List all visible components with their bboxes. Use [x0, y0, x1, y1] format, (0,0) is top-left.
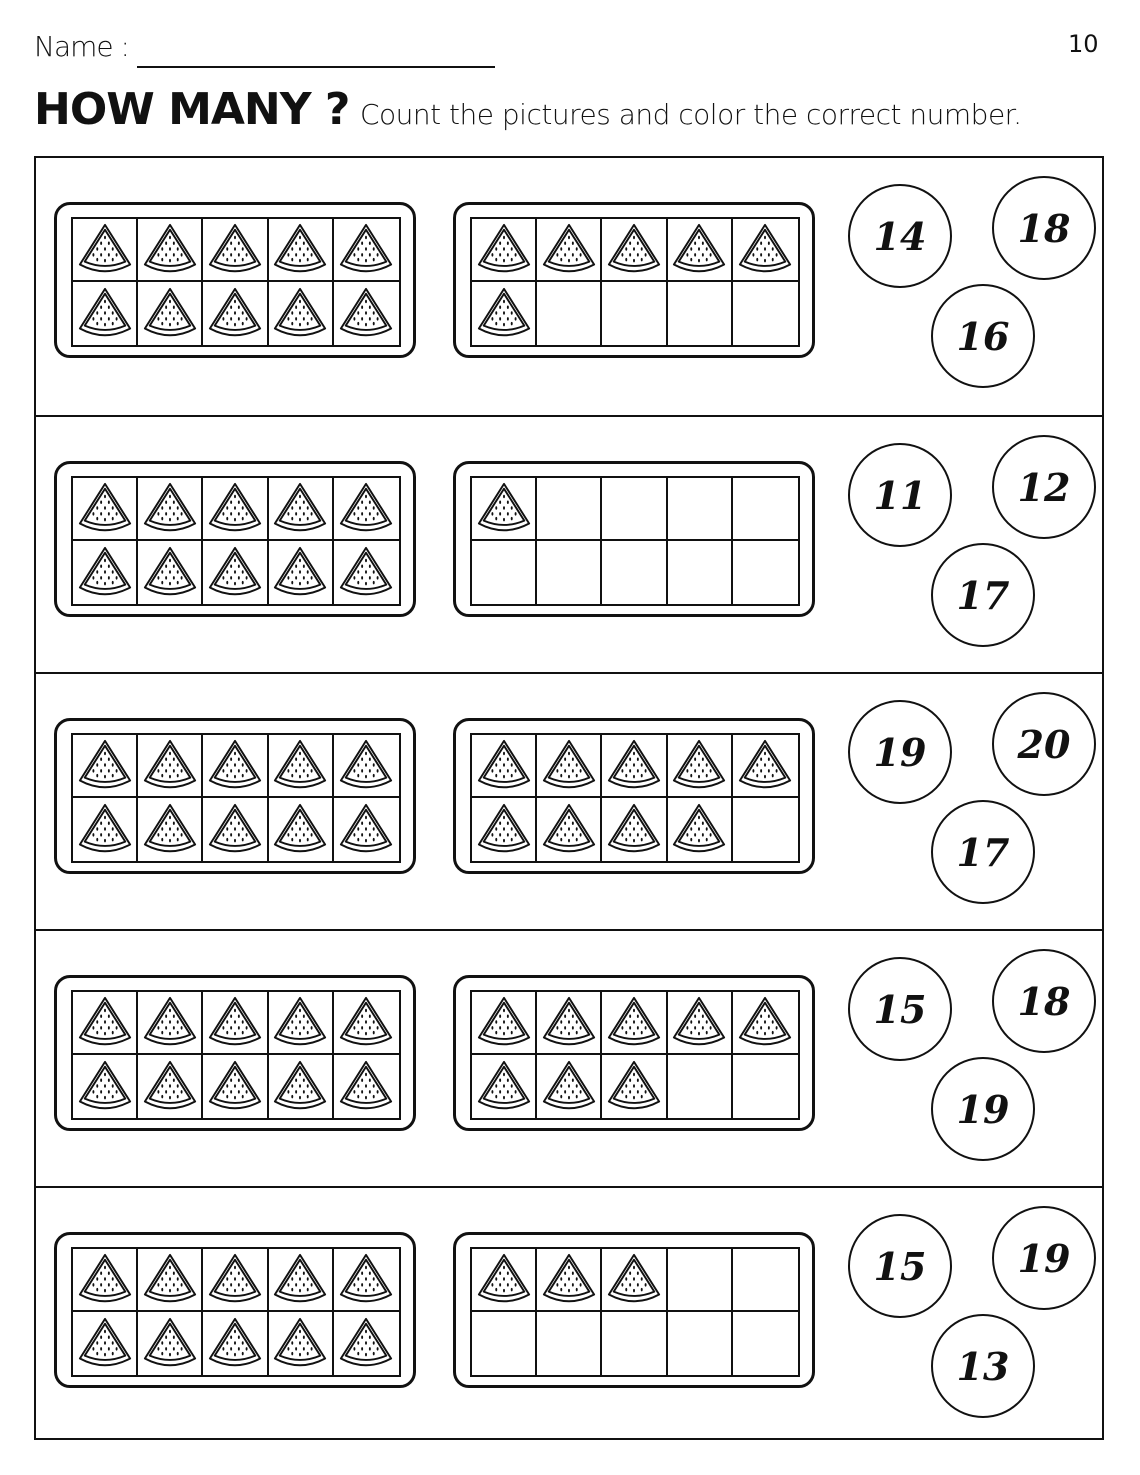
- watermelon-slice-icon: [271, 545, 329, 601]
- ten-frame-cell-filled: [334, 735, 399, 798]
- answer-choice-circle[interactable]: 16: [931, 284, 1035, 388]
- page-number: 10: [1068, 30, 1099, 58]
- watermelon-slice-icon: [337, 545, 395, 601]
- ten-frame-cell-filled: [733, 992, 798, 1055]
- watermelon-slice-icon: [271, 1059, 329, 1115]
- watermelon-slice-icon: [475, 802, 533, 858]
- watermelon-slice-icon: [475, 1252, 533, 1308]
- watermelon-slice-icon: [76, 995, 134, 1051]
- ten-frame-cell-empty: [602, 478, 667, 541]
- ten-frame-cell-filled: [733, 219, 798, 282]
- answer-choice-circle[interactable]: 18: [992, 949, 1096, 1053]
- ten-frame-cell-filled: [668, 219, 733, 282]
- ten-frame-cell-filled: [269, 541, 334, 604]
- answer-choice-circle[interactable]: 19: [848, 700, 952, 804]
- answer-choice-circle[interactable]: 13: [931, 1314, 1035, 1418]
- ten-frame-cell-filled: [138, 735, 203, 798]
- ten-frame-cell-filled: [138, 478, 203, 541]
- watermelon-slice-icon: [337, 802, 395, 858]
- ten-frame-cell-filled: [203, 219, 268, 282]
- watermelon-slice-icon: [475, 738, 533, 794]
- watermelon-slice-icon: [736, 222, 794, 278]
- answer-choice-circle[interactable]: 20: [992, 692, 1096, 796]
- ten-frame-cell-filled: [138, 1312, 203, 1375]
- ten-frame-cell-filled: [602, 992, 667, 1055]
- watermelon-slice-icon: [271, 995, 329, 1051]
- worksheet-title: HOW MANY ?: [34, 84, 350, 135]
- ten-frame-cell-filled: [472, 735, 537, 798]
- watermelon-slice-icon: [141, 222, 199, 278]
- ten-frame-cell-filled: [203, 992, 268, 1055]
- watermelon-slice-icon: [76, 1252, 134, 1308]
- question-row: [36, 415, 1102, 672]
- answer-choice-circle[interactable]: 14: [848, 184, 952, 288]
- ten-frame-cell-filled: [733, 735, 798, 798]
- ten-frame-cell-filled: [472, 219, 537, 282]
- ten-frame-cell-empty: [668, 1055, 733, 1118]
- ten-frame-cell-filled: [203, 1312, 268, 1375]
- question-row: [36, 1186, 1102, 1443]
- watermelon-slice-icon: [271, 738, 329, 794]
- ten-frame-cell-empty: [733, 1312, 798, 1375]
- ten-frame-cell-empty: [668, 1312, 733, 1375]
- watermelon-slice-icon: [141, 1252, 199, 1308]
- watermelon-slice-icon: [271, 802, 329, 858]
- ten-frame-cell-filled: [472, 478, 537, 541]
- ten-frame-cell-filled: [668, 735, 733, 798]
- watermelon-slice-icon: [206, 1059, 264, 1115]
- ten-frame-cell-empty: [733, 541, 798, 604]
- question-row: [36, 672, 1102, 929]
- watermelon-slice-icon: [271, 222, 329, 278]
- ten-frame-cell-filled: [73, 1312, 138, 1375]
- ten-frame-cell-filled: [73, 798, 138, 861]
- watermelon-slice-icon: [141, 286, 199, 342]
- answer-choice-circle[interactable]: 17: [931, 543, 1035, 647]
- watermelon-slice-icon: [605, 995, 663, 1051]
- name-answer-line[interactable]: [137, 66, 495, 68]
- ten-frame-cell-empty: [537, 282, 602, 345]
- watermelon-slice-icon: [76, 222, 134, 278]
- watermelon-slice-icon: [76, 802, 134, 858]
- watermelon-slice-icon: [475, 222, 533, 278]
- ten-frame-cell-filled: [138, 1249, 203, 1312]
- ten-frame-partial: [453, 202, 815, 358]
- ten-frame-cell-filled: [537, 219, 602, 282]
- ten-frame-cell-empty: [733, 1055, 798, 1118]
- ten-frame-cell-empty: [733, 282, 798, 345]
- ten-frame-cell-filled: [203, 282, 268, 345]
- ten-frame-cell-empty: [668, 282, 733, 345]
- ten-frame-cell-filled: [73, 541, 138, 604]
- watermelon-slice-icon: [206, 1316, 264, 1372]
- ten-frame-cell-filled: [602, 735, 667, 798]
- ten-frame-cell-filled: [269, 735, 334, 798]
- ten-frame-cell-filled: [73, 478, 138, 541]
- watermelon-slice-icon: [540, 1252, 598, 1308]
- answer-choice-circle[interactable]: 19: [931, 1057, 1035, 1161]
- ten-frame-cell-filled: [203, 735, 268, 798]
- watermelon-slice-icon: [271, 1316, 329, 1372]
- ten-frame-full: [54, 202, 416, 358]
- ten-frame-cell-filled: [73, 1249, 138, 1312]
- ten-frame-cell-filled: [203, 541, 268, 604]
- watermelon-slice-icon: [141, 1316, 199, 1372]
- worksheet-grid: [34, 156, 1104, 1440]
- ten-frame-cell-empty: [733, 798, 798, 861]
- watermelon-slice-icon: [605, 1059, 663, 1115]
- ten-frame-cell-filled: [668, 992, 733, 1055]
- ten-frame-cell-filled: [138, 219, 203, 282]
- ten-frame-cell-filled: [537, 798, 602, 861]
- ten-frame-cell-empty: [668, 1249, 733, 1312]
- ten-frame-cell-filled: [203, 478, 268, 541]
- ten-frame-cell-filled: [334, 798, 399, 861]
- answer-choice-circle[interactable]: 19: [992, 1206, 1096, 1310]
- ten-frame-cell-filled: [537, 1055, 602, 1118]
- ten-frame-cell-filled: [269, 1312, 334, 1375]
- ten-frame-cell-filled: [334, 478, 399, 541]
- ten-frame-cell-filled: [472, 282, 537, 345]
- ten-frame-cell-filled: [602, 219, 667, 282]
- ten-frame-cell-filled: [334, 282, 399, 345]
- watermelon-slice-icon: [670, 802, 728, 858]
- ten-frame-cell-filled: [138, 992, 203, 1055]
- ten-frame-partial: [453, 461, 815, 617]
- ten-frame-cell-filled: [138, 282, 203, 345]
- watermelon-slice-icon: [540, 802, 598, 858]
- watermelon-slice-icon: [605, 222, 663, 278]
- ten-frame-cell-filled: [203, 1249, 268, 1312]
- ten-frame-cell-filled: [138, 541, 203, 604]
- watermelon-slice-icon: [206, 286, 264, 342]
- watermelon-slice-icon: [605, 802, 663, 858]
- ten-frame-cell-filled: [138, 1055, 203, 1118]
- watermelon-slice-icon: [736, 995, 794, 1051]
- ten-frame-cell-filled: [269, 798, 334, 861]
- watermelon-slice-icon: [605, 1252, 663, 1308]
- watermelon-slice-icon: [141, 995, 199, 1051]
- watermelon-slice-icon: [337, 738, 395, 794]
- ten-frame-partial: [453, 718, 815, 874]
- ten-frame-cell-filled: [537, 1249, 602, 1312]
- watermelon-slice-icon: [337, 222, 395, 278]
- watermelon-slice-icon: [141, 481, 199, 537]
- ten-frame-partial: [453, 975, 815, 1131]
- watermelon-slice-icon: [141, 545, 199, 601]
- ten-frame-full: [54, 1232, 416, 1388]
- ten-frame-cell-filled: [269, 282, 334, 345]
- watermelon-slice-icon: [76, 1059, 134, 1115]
- watermelon-slice-icon: [76, 545, 134, 601]
- answer-choice-circle[interactable]: 17: [931, 800, 1035, 904]
- watermelon-slice-icon: [337, 1252, 395, 1308]
- watermelon-slice-icon: [337, 1316, 395, 1372]
- watermelon-slice-icon: [141, 802, 199, 858]
- ten-frame-cell-filled: [269, 992, 334, 1055]
- answer-choice-circle[interactable]: 18: [992, 176, 1096, 280]
- watermelon-slice-icon: [475, 1059, 533, 1115]
- ten-frame-cell-filled: [269, 478, 334, 541]
- watermelon-slice-icon: [76, 481, 134, 537]
- watermelon-slice-icon: [337, 995, 395, 1051]
- ten-frame-cell-filled: [602, 1249, 667, 1312]
- watermelon-slice-icon: [337, 286, 395, 342]
- ten-frame-cell-empty: [602, 1312, 667, 1375]
- answer-choice-circle[interactable]: 11: [848, 443, 952, 547]
- watermelon-slice-icon: [271, 286, 329, 342]
- ten-frame-cell-filled: [138, 798, 203, 861]
- question-row: [36, 929, 1102, 1186]
- ten-frame-cell-filled: [334, 1249, 399, 1312]
- ten-frame-full: [54, 975, 416, 1131]
- watermelon-slice-icon: [540, 738, 598, 794]
- watermelon-slice-icon: [271, 1252, 329, 1308]
- ten-frame-cell-filled: [73, 1055, 138, 1118]
- watermelon-slice-icon: [670, 995, 728, 1051]
- ten-frame-cell-empty: [668, 478, 733, 541]
- watermelon-slice-icon: [206, 738, 264, 794]
- watermelon-slice-icon: [540, 222, 598, 278]
- watermelon-slice-icon: [76, 1316, 134, 1372]
- ten-frame-cell-filled: [334, 992, 399, 1055]
- watermelon-slice-icon: [475, 286, 533, 342]
- ten-frame-cell-filled: [602, 798, 667, 861]
- ten-frame-cell-filled: [602, 1055, 667, 1118]
- ten-frame-cell-empty: [733, 1249, 798, 1312]
- watermelon-slice-icon: [141, 738, 199, 794]
- watermelon-slice-icon: [271, 481, 329, 537]
- ten-frame-cell-empty: [668, 541, 733, 604]
- watermelon-slice-icon: [206, 995, 264, 1051]
- ten-frame-cell-filled: [334, 1055, 399, 1118]
- watermelon-slice-icon: [475, 995, 533, 1051]
- ten-frame-cell-filled: [73, 282, 138, 345]
- ten-frame-full: [54, 461, 416, 617]
- ten-frame-cell-filled: [203, 1055, 268, 1118]
- watermelon-slice-icon: [76, 738, 134, 794]
- watermelon-slice-icon: [206, 1252, 264, 1308]
- ten-frame-cell-filled: [472, 798, 537, 861]
- ten-frame-cell-filled: [269, 219, 334, 282]
- ten-frame-cell-empty: [472, 1312, 537, 1375]
- watermelon-slice-icon: [206, 481, 264, 537]
- ten-frame-cell-filled: [537, 992, 602, 1055]
- ten-frame-cell-empty: [537, 1312, 602, 1375]
- watermelon-slice-icon: [736, 738, 794, 794]
- ten-frame-cell-filled: [668, 798, 733, 861]
- watermelon-slice-icon: [76, 286, 134, 342]
- question-row: [36, 158, 1102, 415]
- watermelon-slice-icon: [670, 222, 728, 278]
- watermelon-slice-icon: [337, 481, 395, 537]
- watermelon-slice-icon: [605, 738, 663, 794]
- watermelon-slice-icon: [206, 545, 264, 601]
- ten-frame-cell-empty: [602, 282, 667, 345]
- watermelon-slice-icon: [540, 1059, 598, 1115]
- ten-frame-cell-filled: [73, 219, 138, 282]
- ten-frame-cell-filled: [472, 1249, 537, 1312]
- watermelon-slice-icon: [337, 1059, 395, 1115]
- ten-frame-cell-empty: [537, 478, 602, 541]
- ten-frame-cell-filled: [269, 1249, 334, 1312]
- watermelon-slice-icon: [206, 802, 264, 858]
- watermelon-slice-icon: [540, 995, 598, 1051]
- ten-frame-cell-filled: [472, 1055, 537, 1118]
- ten-frame-cell-empty: [472, 541, 537, 604]
- answer-choice-circle[interactable]: 15: [848, 1214, 952, 1318]
- watermelon-slice-icon: [475, 481, 533, 537]
- ten-frame-cell-filled: [203, 798, 268, 861]
- answer-choice-circle[interactable]: 12: [992, 435, 1096, 539]
- ten-frame-cell-empty: [537, 541, 602, 604]
- ten-frame-cell-filled: [73, 735, 138, 798]
- worksheet-instruction: Count the pictures and color the correct number.: [360, 98, 1022, 131]
- ten-frame-cell-empty: [602, 541, 667, 604]
- answer-choice-circle[interactable]: 15: [848, 957, 952, 1061]
- ten-frame-cell-empty: [733, 478, 798, 541]
- watermelon-slice-icon: [141, 1059, 199, 1115]
- ten-frame-cell-filled: [73, 992, 138, 1055]
- name-label: Name :: [34, 30, 129, 63]
- ten-frame-cell-filled: [537, 735, 602, 798]
- ten-frame-cell-filled: [334, 541, 399, 604]
- ten-frame-cell-filled: [334, 219, 399, 282]
- ten-frame-cell-filled: [334, 1312, 399, 1375]
- ten-frame-cell-filled: [472, 992, 537, 1055]
- ten-frame-partial: [453, 1232, 815, 1388]
- ten-frame-full: [54, 718, 416, 874]
- watermelon-slice-icon: [206, 222, 264, 278]
- ten-frame-cell-filled: [269, 1055, 334, 1118]
- watermelon-slice-icon: [670, 738, 728, 794]
